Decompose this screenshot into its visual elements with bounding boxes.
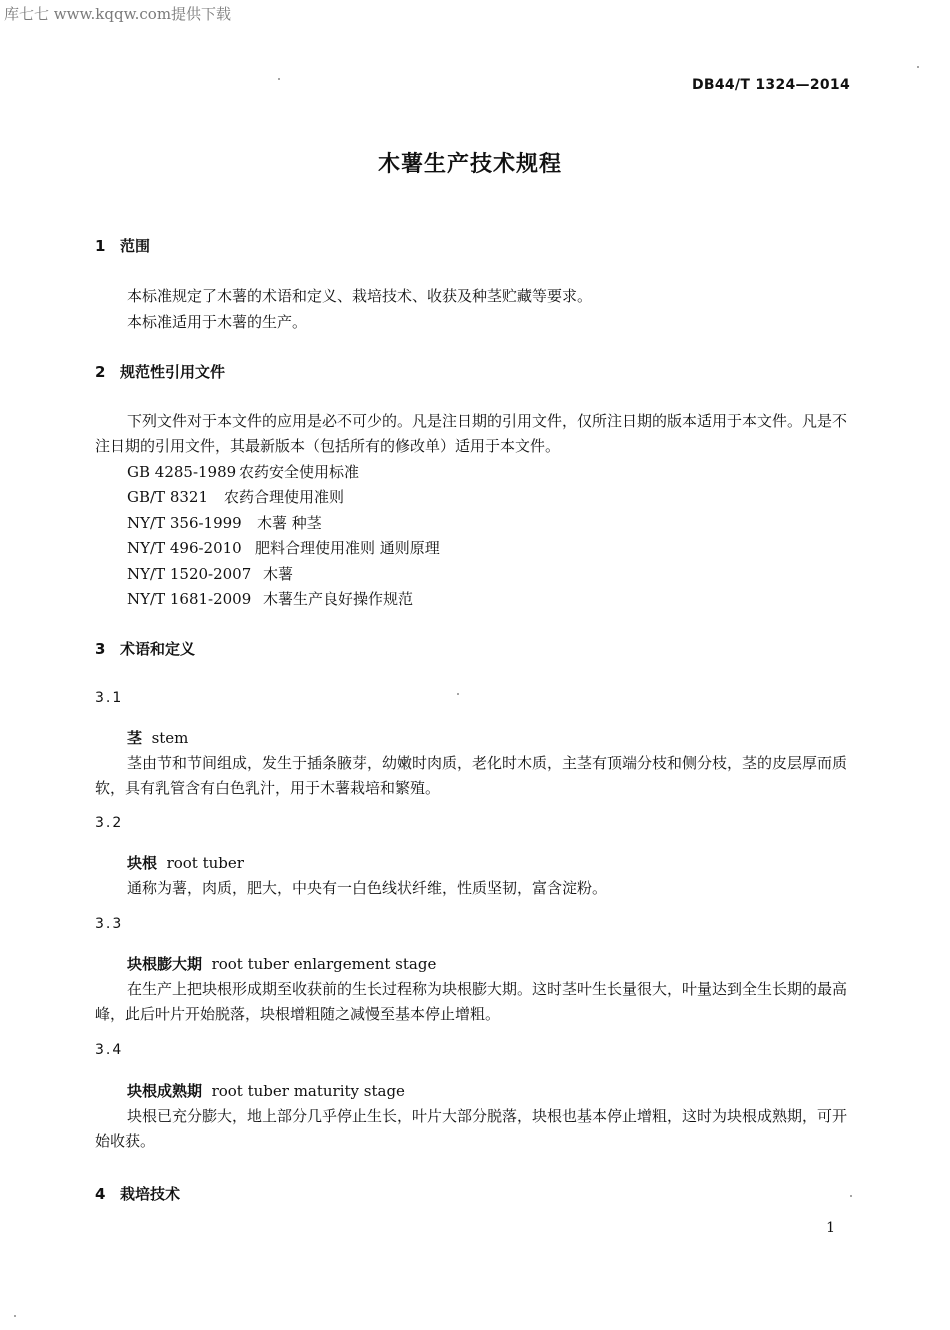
- section-title: 术语和定义: [120, 640, 196, 658]
- term-cn: 块根: [127, 854, 158, 872]
- reference-name: 木薯: [263, 565, 294, 583]
- term-en: root tuber enlargement stage: [211, 955, 437, 973]
- term-en: stem: [151, 729, 189, 747]
- term-heading: [127, 953, 436, 974]
- reference-code: NY/T 496-2010: [127, 539, 242, 557]
- section-heading-3: [95, 638, 195, 659]
- reference-code: NY/T 1520-2007: [127, 565, 252, 583]
- section-number: 1: [95, 237, 106, 255]
- scan-speck: [278, 78, 280, 80]
- section-title: 规范性引用文件: [120, 363, 226, 381]
- term-cn: 块根膨大期: [127, 955, 203, 973]
- scope-paragraph-2: 本标准适用于木薯的生产。: [127, 313, 308, 331]
- reference-code: NY/T 356-1999: [127, 514, 242, 532]
- section-heading-2: [95, 361, 225, 382]
- term-number: 3.2: [95, 815, 124, 831]
- reference-name: 肥料合理使用准则 通则原理: [255, 539, 440, 557]
- scan-speck: [14, 1315, 16, 1317]
- term-en: root tuber: [166, 854, 244, 872]
- scope-paragraph-1: 本标准规定了木薯的术语和定义、栽培技术、收获及种茎贮藏等要求。: [127, 287, 593, 305]
- section-heading-1: [95, 235, 150, 256]
- reference-code: NY/T 1681-2009: [127, 590, 252, 608]
- page-number: 1: [826, 1220, 835, 1236]
- reference-item: [127, 461, 359, 482]
- term-definition: 在生产上把块根形成期至收获前的生长过程称为块根膨大期。这时茎叶生长量很大，叶量达到全生长期的最高峰，此后叶片开始脱落，块根增粗随之减慢至基本停止增粗。: [95, 980, 848, 1023]
- term-heading: [127, 727, 188, 748]
- term-heading: [127, 1080, 405, 1101]
- watermark-text: 库七七 www.kqqw.com提供下载: [4, 5, 232, 23]
- section-title: 范围: [120, 237, 151, 255]
- reference-name: 农药合理使用准则: [224, 488, 345, 506]
- reference-name: 农药安全使用标准: [239, 463, 360, 481]
- references-intro: 下列文件对于本文件的应用是必不可少的。凡是注日期的引用文件，仅所注日期的版本适用于本文件。凡是不注日期的引用文件，其最新版本（包括所有的修改单）适用于本文件。: [95, 412, 848, 455]
- term-definition: 通称为薯，肉质，肥大，中央有一白色线状纤维，性质坚韧，富含淀粉。: [127, 879, 608, 897]
- term-number: 3.1: [95, 690, 124, 706]
- reference-item: [127, 588, 413, 609]
- document-code: DB44/T 1324—2014: [691, 77, 850, 93]
- document-title: 木薯生产技术规程: [377, 152, 562, 177]
- section-title: 栽培技术: [120, 1185, 181, 1203]
- reference-item: [127, 563, 293, 584]
- reference-code: GB/T 8321: [127, 488, 209, 506]
- reference-name: 木薯生产良好操作规范: [263, 590, 414, 608]
- reference-item: [127, 486, 344, 507]
- scan-speck: [457, 693, 459, 695]
- reference-name: 木薯 种茎: [257, 514, 322, 532]
- reference-code: GB 4285-1989: [127, 463, 237, 481]
- term-cn: 茎: [127, 729, 143, 747]
- section-number: 4: [95, 1185, 106, 1203]
- term-en: root tuber maturity stage: [211, 1082, 405, 1100]
- section-number: 3: [95, 640, 106, 658]
- reference-item: [127, 537, 440, 558]
- reference-item: [127, 512, 322, 533]
- section-number: 2: [95, 363, 106, 381]
- term-definition: 茎由节和节间组成，发生于插条腋芽，幼嫩时肉质，老化时木质，主茎有顶端分枝和侧分枝，茎的皮层厚而质软，具有乳管含有白色乳汁，用于木薯栽培和繁殖。: [95, 754, 848, 797]
- section-heading-4: [95, 1183, 180, 1204]
- term-definition: 块根已充分膨大，地上部分几乎停止生长，叶片大部分脱落，块根也基本停止增粗，这时为块根成熟期，可开始收获。: [95, 1107, 848, 1150]
- term-number: 3.4: [95, 1042, 124, 1058]
- term-heading: [127, 852, 244, 873]
- term-cn: 块根成熟期: [127, 1082, 203, 1100]
- term-number: 3.3: [95, 916, 124, 932]
- scan-speck: [917, 66, 919, 68]
- scan-speck: [850, 1195, 852, 1197]
